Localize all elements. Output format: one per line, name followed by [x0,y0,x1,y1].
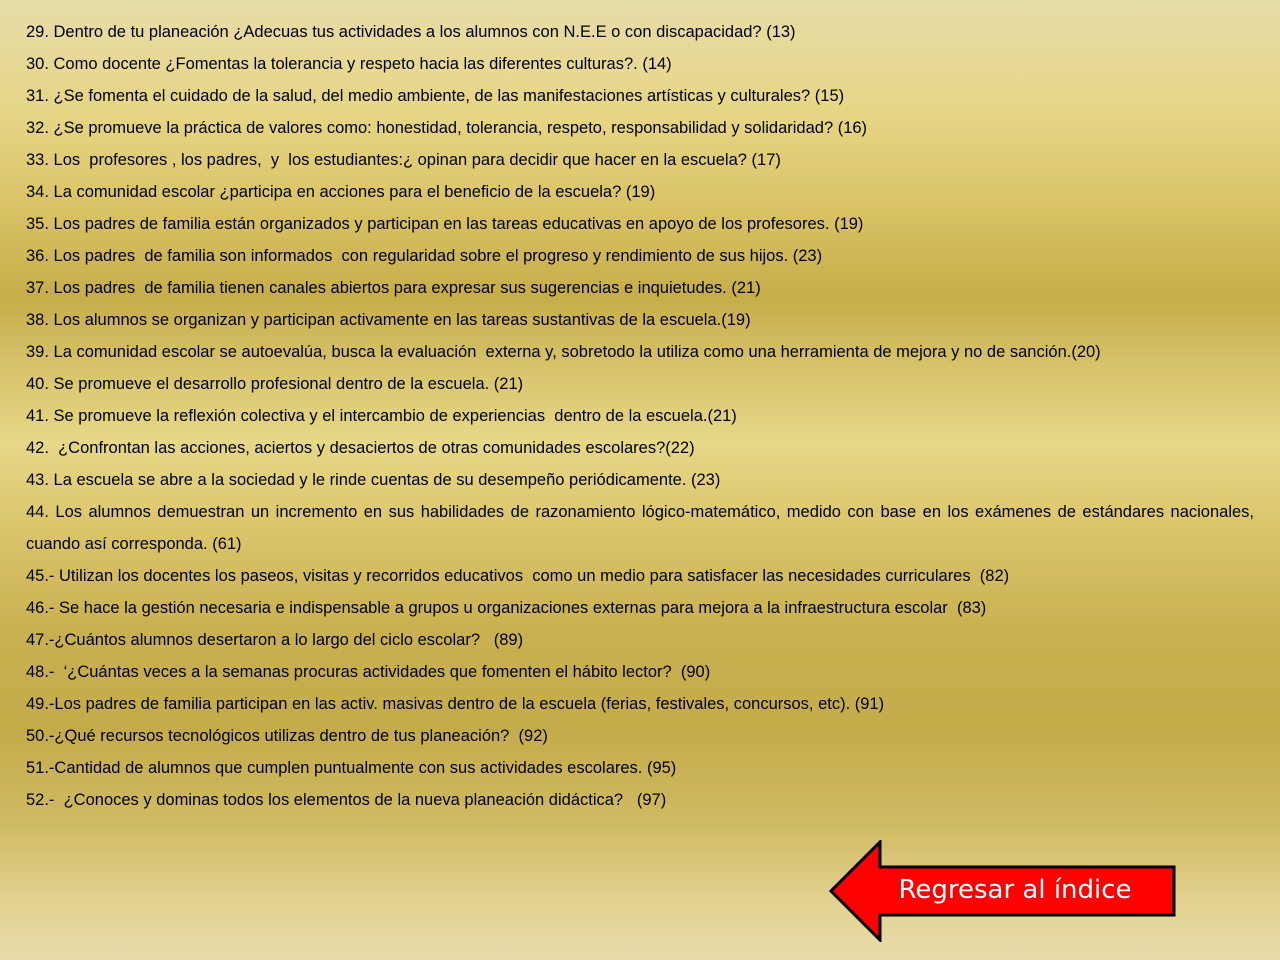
question-item-33: 33. Los profesores , los padres, y los estudiantes:¿ opinan para decidir que hacer en la escuela? (17) [26,151,781,169]
question-item-30: 30. Como docente ¿Fomentas la tolerancia y respeto hacia las diferentes culturas?. (14) [26,55,672,73]
question-item-39: 39. La comunidad escolar se autoevalúa, busca la evaluación externa y, sobretodo la utiliza como una herramienta de mejora y no de sanción.(20) [26,343,1101,361]
question-item-34: 34. La comunidad escolar ¿participa en acciones para el beneficio de la escuela? (19) [26,183,656,201]
question-item-38: 38. Los alumnos se organizan y participan activamente en las tareas sustantivas de la escuela.(19) [26,311,751,329]
question-item-36: 36. Los padres de familia son informados con regularidad sobre el progreso y rendimiento de sus hijos. (23) [26,247,823,265]
question-item-52: 52.- ¿Conoces y dominas todos los elementos de la nueva planeación didáctica? (97) [26,791,667,809]
question-item-51: 51.-Cantidad de alumnos que cumplen puntualmente con sus actividades escolares. (95) [26,759,677,777]
question-item-42: 42. ¿Confrontan las acciones, aciertos y desaciertos de otras comunidades escolares?(22) [26,439,695,457]
question-item-35: 35. Los padres de familia están organizados y participan en las tareas educativas en apoyo de los profesores. (19) [26,215,864,233]
question-item-43: 43. La escuela se abre a la sociedad y le rinde cuentas de su desempeño periódicamente. (23) [26,471,721,489]
back-to-index-label: Regresar al índice [898,875,1132,905]
question-item-45: 45.- Utilizan los docentes los paseos, visitas y recorridos educativos como un medio para satisfacer las necesidades curriculares (82) [26,567,1010,585]
question-item-31: 31. ¿Se fomenta el cuidado de la salud, del medio ambiente, de las manifestaciones artísticas y culturales? (15) [26,87,845,105]
question-item-50: 50.-¿Qué recursos tecnológicos utilizas dentro de tus planeación? (92) [26,727,548,745]
question-item-32: 32. ¿Se promueve la práctica de valores como: honestidad, tolerancia, respeto, responsabilidad y solidaridad? (16) [26,119,868,137]
question-item-41: 41. Se promueve la reflexión colectiva y el intercambio de experiencias dentro de la escuela.(21) [26,407,737,425]
question-item-47: 47.-¿Cuántos alumnos desertaron a lo largo del ciclo escolar? (89) [26,631,524,649]
question-item-46: 46.- Se hace la gestión necesaria e indispensable a grupos u organizaciones externas para mejora a la infraestructura escolar (83) [26,599,987,617]
question-item-29: 29. Dentro de tu planeación ¿Adecuas tus actividades a los alumnos con N.E.E o con discapacidad? (13) [26,23,796,41]
question-item-48: 48.- ‘¿Cuántas veces a la semanas procuras actividades que fomenten el hábito lector? (90) [26,663,711,681]
question-item-40: 40. Se promueve el desarrollo profesional dentro de la escuela. (21) [26,375,524,393]
question-item-49: 49.-Los padres de familia participan en las activ. masivas dentro de la escuela (ferias, festivales, concursos, etc). (91) [26,695,885,713]
question-item-37: 37. Los padres de familia tienen canales abiertos para expresar sus sugerencias e inquietudes. (21) [26,279,761,297]
question-list [26,16,1254,816]
question-item-44: 44. Los alumnos demuestran un incremento en sus habilidades de razonamiento lógico-matemático, medido con base en los exámenes de estándares nacionales, cuando así corresponda. (61) [26,503,1254,553]
back-to-index-button[interactable] [828,840,1178,942]
